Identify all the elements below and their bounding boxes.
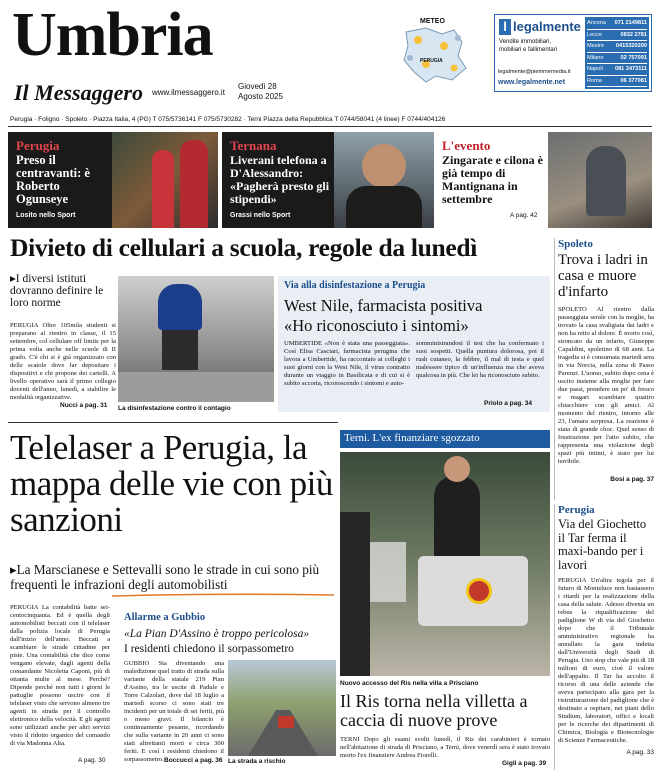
gubbio-caption: La strada a rischio <box>228 758 286 765</box>
legalmente-brand: legalmente <box>513 19 581 34</box>
ad-city-phone: 0415320200 <box>615 43 647 49</box>
coach-figure <box>362 144 406 188</box>
divider <box>8 126 652 127</box>
westnile-headline2: «Ho riconosciuto i sintomi» <box>284 316 469 335</box>
lead-headline[interactable]: Divieto di cellulari a scuola, regole da lunedì <box>10 233 478 262</box>
westnile-headline1: West Nile, farmacista positiva <box>284 296 483 315</box>
teaser-title: Liverani telefona a D'Alessandro: «Pagherà presto gli stipendi» <box>230 153 330 206</box>
giochetto-foot: A pag. 33 <box>626 749 654 756</box>
issue-date <box>238 82 283 102</box>
issue-day: Giovedì 28 <box>238 82 277 91</box>
gubbio-foot: Boccucci a pag. 36 <box>164 757 223 764</box>
ad-city-phone: 081 2473111 <box>614 66 647 72</box>
westnile-col1: UMBERTIDE «Non è stata una passeggiata». Così Elisa Casciari, farmacista perugina che lavora a Umbertide, ha raccontato ai colleghi i suoi giorni con la West Nile, il virus contratto durante un viaggio in Basilicata e di cui si è subito accorta, riconoscendo i sintomi e auto- <box>284 340 410 387</box>
ad-line1: Vendite immobiliari, <box>499 39 552 45</box>
terni-kicker: Terni. L'ex finanziare sgozzato <box>344 432 480 444</box>
telelaser-body: PERUGIA La contabilità batte sei-centocinquanta. Ed è quella degli automobilisti beccati con il telelaser dalla polizia locale di Perugia dall'inizio dell'anno. Beccati a scambiare le strade cittadine per piste. Una contabilità che dice come vengano elevate, dagli agenti della comandante Nicoletta Caponi, più di ottanta multe al mese. Perché? Dipende perché non tutti i giorni le pattuglie possono uscire con il telelaser visto che servono almeno tre agenti in strada per il controllo elettronico della velocità. E gli agenti sono utilizzati anche per altri servizi visto il ridotto organico del comando di via Madonna Alta. <box>10 604 110 747</box>
website-link[interactable]: www.ilmessaggero.it <box>152 88 225 97</box>
ad-city-name: Roma <box>587 77 602 84</box>
worker-figure <box>158 284 202 330</box>
ad-city-name: Napoli <box>587 66 603 72</box>
ad-cities <box>585 17 649 89</box>
gubbio-photo <box>228 660 336 756</box>
ad-city-row <box>587 30 647 42</box>
spoleto-column[interactable] <box>554 238 654 500</box>
divider <box>8 422 338 423</box>
ad-cities-list <box>587 18 647 87</box>
triangle-icon: ▸ <box>10 273 16 285</box>
ad-city-name: Milano <box>587 54 604 61</box>
ad-city-phone: 06 377081 <box>620 77 647 84</box>
terni-body: TERNI Dopo gli esami svolti lunedì, il Ris dei carabinieri è tornato nell'abitazione di strada di Prisciano, a Terni, dove venerdì sera è stato trovato morto l'ex finanziere Andrea Fiorelli. <box>340 736 550 759</box>
lead-sub-text: I diversi istituti dovranno definire le loro norme <box>10 273 104 309</box>
teaser-foot: Losito nello Sport <box>16 212 76 219</box>
umbria-map-icon <box>396 24 476 86</box>
ad-city-name: Lecce <box>587 31 602 38</box>
player-figure-2 <box>180 140 208 228</box>
spoleto-kicker: Spoleto <box>558 238 593 250</box>
lead-body: PERUGIA Oltre 105mila studenti si preparano al rientro in classe, il 15 settembre, col cellulare off limits per la prima volta anche nelle scuole di II grado. C'è chi si è già organizzato con delle scatole dove far depositare i dispositivi e chi propone dei cartelli. A livello operativo sarà il primo collegio docenti dell'anno, lunedì, a stabilire le modalità organizzative. <box>10 322 116 401</box>
lead-photo <box>118 276 274 402</box>
meteo-box <box>396 18 486 88</box>
worker-legs <box>162 330 198 370</box>
address-line: Perugia · Foligno · Spoleto · Piazza Italia, 4 (PG) T 075/5736141 F 075/5730282 · Terni Piazza della Repubblica T 0744/58041 (4 linee) F 0744/404126 <box>10 116 446 123</box>
truck-shape <box>278 716 294 728</box>
teaser-evento[interactable] <box>438 132 652 228</box>
telelaser-headline[interactable]: Telelaser a Perugia, la mappa delle vie con più sanzioni <box>10 428 333 539</box>
telelaser-foot: A pag. 30 <box>78 757 106 764</box>
terni-caption: Nuovo accesso del Ris nella villa a Prisciano <box>340 680 479 687</box>
ad-city-name: Mestre <box>587 43 605 49</box>
masthead-title: Umbria <box>12 1 213 69</box>
giochetto-body: PERUGIA Un'altra tegola per il futuro di Monteluce non bastassero i ritardi per la realizzazione della casa della salute. Adesso diventa un rebus la riqualificazione del padiglione W di via del Giochetto dopo che il Tribunale amministrativo regionale ha annullato la gara indetta dall'Università degli Studi di Perugia. Uno stop che vale più di 18 milioni di euro, cioè il valore dell'appalto. Il Tar ha accolto il ricorso di una delle aziende che aveva partecipato alla gara per la ristrutturazione del padiglione che è destinato a ospitare, nei piani dello Studium, laboratori, uffici e locali per le ricerche dei dipartimenti di Chimica, Biologia e Biotecnologie di Scienze Farmaceutiche. <box>558 577 654 744</box>
meteo-label: METEO <box>420 18 445 25</box>
spoleto-headline: Trova i ladri in casa e muore d'infarto <box>558 252 648 300</box>
ad-city-row <box>587 64 647 76</box>
gubbio-body: GUBBIO Sta diventando una maledizione quel tratto di strada sulla variante della statale 219 Pian d'Assino, tra le uscite di Padule e Torre Calzolari, dove dal 18 luglio a martedì scorso ci sono stati tre incidenti per un totale di sei feriti, più o meno gravi. Il bilancio è continuamente pesante, ricordando che sulla variante in 20 anni ci sono stati altrettanti morti e circa 300 feriti. E così i residenti chiedono il sorpassometro. <box>124 660 224 763</box>
highlight-underline-icon <box>110 592 336 598</box>
teaser-title: Preso il centravanti: è Roberto Ogunseye <box>16 153 90 206</box>
ad-web[interactable]: www.legalmente.net <box>498 79 566 86</box>
terni-kicker-bar <box>340 430 550 448</box>
teaser-perugia[interactable] <box>8 132 218 228</box>
legalmente-logo-icon: l <box>499 19 511 35</box>
street-curb <box>118 372 274 402</box>
carabinieri-logo-icon <box>466 578 492 604</box>
ad-city-row <box>587 53 647 65</box>
ad-line2: mobiliari e fallimentari <box>499 47 558 53</box>
ad-city-phone: 0832 2781 <box>620 31 647 38</box>
ad-city-phone: 02 757091 <box>620 54 647 61</box>
legalmente-ad[interactable] <box>494 14 652 92</box>
ad-city-row <box>587 76 647 88</box>
meteo-city: PERUGIA <box>420 58 443 64</box>
teaser-foot: A pag. 42 <box>510 212 538 219</box>
triangle-icon: ▸ <box>10 562 17 577</box>
ad-city-row <box>587 18 647 30</box>
terni-headline[interactable]: Il Ris torna nella villetta a caccia di nuove prove <box>340 691 528 730</box>
ad-email[interactable]: legalmente@piemmemedia.it <box>498 69 571 75</box>
coach-body <box>346 186 422 228</box>
ad-city-name: Ancona <box>587 20 606 26</box>
gubbio-kicker: Allarme a Gubbio <box>124 612 206 623</box>
teaser-foot: Grassi nello Sport <box>230 212 291 219</box>
lead-sub <box>10 273 116 309</box>
lead-caption: La disinfestazione contro il contagio <box>118 405 231 412</box>
lead-foot: Nucci a pag. 31 <box>60 402 108 409</box>
investigator-head <box>444 456 470 482</box>
teaser-title: Zingarate e cilona è già tempo di Mantignana in settembre <box>442 153 543 206</box>
giochetto-kicker: Perugia <box>558 504 595 516</box>
giochetto-headline: Via del Giochetto il Tar ferma il maxi-bando per i lavori <box>558 517 647 572</box>
terni-photo <box>340 452 550 676</box>
ad-city-row <box>587 41 647 53</box>
teaser-kicker: L'evento <box>442 138 491 153</box>
westnile-box[interactable] <box>278 276 550 412</box>
terni-foot: Gigli a pag. 39 <box>502 760 547 767</box>
newspaper-name: Il Messaggero <box>14 80 143 105</box>
giochetto-column[interactable] <box>554 504 654 770</box>
teaser-kicker: Ternana <box>230 138 277 153</box>
cook-figure <box>586 146 626 216</box>
teaser-ternana[interactable] <box>222 132 434 228</box>
westnile-kicker: Via alla disinfestazione a Perugia <box>284 280 426 291</box>
person-left <box>340 512 370 676</box>
telelaser-sub-text: La Marscianese e Settevalli sono le strade in cui sono più frequenti le infrazioni degli automobilisti <box>10 562 320 592</box>
spoleto-body: SPOLETO Al rientro dalla passeggiata serale con la moglie, ha trovato la casa svaligiata dai ladri e non ha retto al dolore. È morto così, stroncato da un infarto, Giuseppe Capaldini, spoletino di 68 anni. La tragedia si è consumata martedì sera in via Norcia, nella zona di Passo Parenzi. L'uomo, subito dopo cena è uscito insieme alla moglie per fare due passi, prendere un po' di fresco e magari scambiare quattro chiacchiere con gli amici. Al momento del rientro, intorno alle 23, l'amara sorpresa. La reazione è stata di grande choc. Quel senso di frustrazione per l'atto subito, che rappresenta una violazione degli spazi più intimi, è stato per lui terribile. <box>558 306 654 465</box>
teaser-kicker: Perugia <box>16 138 60 153</box>
spoleto-foot: Bosi a pag. 37 <box>610 476 654 483</box>
westnile-col2: somministrandosi il test che ha confermato i suoi sospetti. Quella puntura dolorosa, poi il rush cutaneo, la febbre, il mal di testa e quel malessere tipico di un'influenza ma che aveva qualcosa in più. Che lei ha riconosciuto subito. <box>416 340 544 379</box>
telelaser-sub <box>10 562 336 592</box>
ad-city-phone: 071 2149811 <box>614 20 647 26</box>
gubbio-headline1[interactable]: «La Pian D'Assino è troppo pericolosa» <box>124 628 310 640</box>
westnile-foot: Priolo a pag. 34 <box>484 400 533 407</box>
issue-month: Agosto 2025 <box>238 92 283 101</box>
gubbio-headline2[interactable]: I residenti chiedono il sorpassometro <box>124 643 294 655</box>
player-figure <box>152 150 174 228</box>
